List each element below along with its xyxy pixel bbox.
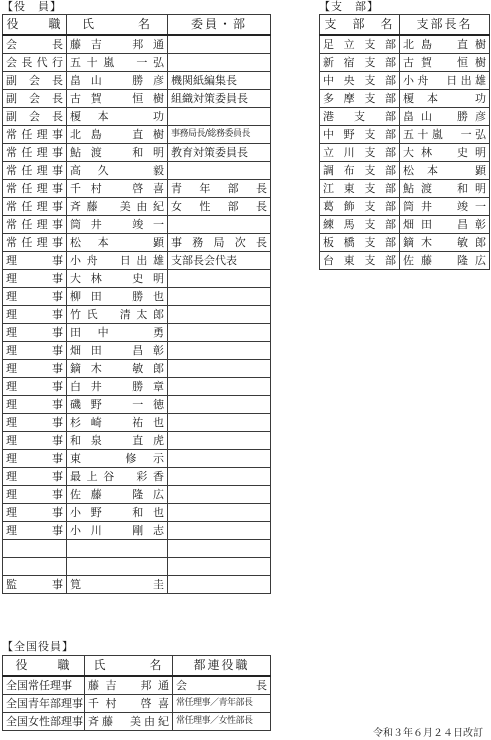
officer-role (168, 324, 271, 342)
officer-position: 副会長 (3, 90, 67, 108)
officer-position: 理事 (3, 450, 67, 468)
branch-name: 板橋支部 (320, 234, 400, 252)
national-row (3, 713, 271, 731)
officers-header-row (3, 15, 271, 36)
officer-position: 理事 (3, 342, 67, 360)
branch-name: 調布支部 (320, 162, 400, 180)
officer-row (3, 216, 271, 234)
officers-header-name: 氏 名 (67, 15, 168, 36)
branch-head-name: 筒井 竣一 (400, 198, 490, 216)
officer-name: 最上谷 彩香 (67, 468, 168, 486)
national-role: 会長 (173, 676, 271, 695)
officer-name: 榎本 功 (67, 108, 168, 126)
officer-role (168, 378, 271, 396)
officer-role (168, 450, 271, 468)
officer-name: 松本 顕 (67, 234, 168, 252)
officer-position: 理事 (3, 378, 67, 396)
officer-name: 鮎渡 和明 (67, 144, 168, 162)
branch-row (320, 72, 490, 90)
officer-name: 畑田 昌彰 (67, 342, 168, 360)
officer-name: 斉藤 美由紀 (67, 198, 168, 216)
branch-row (320, 126, 490, 144)
officer-row (3, 378, 271, 396)
officer-name: 東 修示 (67, 450, 168, 468)
officer-role (168, 522, 271, 540)
branch-head-name: 古賀 恒樹 (400, 54, 490, 72)
officer-row (3, 486, 271, 504)
officer-row (3, 432, 271, 450)
officer-position: 常任理事 (3, 216, 67, 234)
officers-header-role: 委員・部 (168, 15, 271, 36)
national-position: 全国常任理事 (3, 676, 85, 695)
branch-row (320, 54, 490, 72)
officer-role: 青年部長 (168, 180, 271, 198)
branch-name: 練馬支部 (320, 216, 400, 234)
officer-position: 理事 (3, 288, 67, 306)
officer-position: 監事 (3, 576, 67, 594)
officer-row (3, 504, 271, 522)
officer-role (168, 414, 271, 432)
officer-name: 大林 史明 (67, 270, 168, 288)
branch-head-name: 松本 顕 (400, 162, 490, 180)
branch-row (320, 35, 490, 54)
national-position: 全国女性部理事 (3, 713, 85, 731)
officer-name: 佐藤 隆広 (67, 486, 168, 504)
officer-name: 小舟 日出雄 (67, 252, 168, 270)
branch-row (320, 216, 490, 234)
officer-row (3, 396, 271, 414)
national-header-position: 役 職 (3, 656, 85, 677)
officer-row (3, 198, 271, 216)
branches-title: 【支 部】 (319, 0, 379, 13)
officer-role: 事務局次長 (168, 234, 271, 252)
national-role: 常任理事／青年部長 (173, 695, 271, 713)
officer-row (3, 576, 271, 594)
officer-name: 藤吉 邦通 (67, 35, 168, 54)
officer-position (3, 540, 67, 558)
officer-position: 副会長 (3, 72, 67, 90)
officer-position (3, 558, 67, 576)
officer-position: 理事 (3, 324, 67, 342)
officer-row (3, 162, 271, 180)
branch-head-name: 北島 直樹 (400, 35, 490, 54)
branch-head-name: 小舟 日出雄 (400, 72, 490, 90)
branch-name: 新宿支部 (320, 54, 400, 72)
officer-row (3, 522, 271, 540)
officer-role (168, 108, 271, 126)
officer-position: 常任理事 (3, 126, 67, 144)
officer-role: 組織対策委員長 (168, 90, 271, 108)
branch-name: 葛飾支部 (320, 198, 400, 216)
branches-header-branch: 支 部 名 (320, 15, 400, 36)
officer-role (168, 35, 271, 54)
branch-name: 中野支部 (320, 126, 400, 144)
officer-row (3, 288, 271, 306)
officer-name: 五十嵐 一弘 (67, 54, 168, 72)
officer-role (168, 216, 271, 234)
branch-name: 台東支部 (320, 252, 400, 270)
officer-role: 支部長会代表 (168, 252, 271, 270)
officer-name: 杉崎 祐也 (67, 414, 168, 432)
officer-row (3, 540, 271, 558)
officer-position: 理事 (3, 270, 67, 288)
officer-row (3, 270, 271, 288)
officer-position: 理事 (3, 468, 67, 486)
officer-name (67, 540, 168, 558)
officer-role (168, 432, 271, 450)
officer-row (3, 234, 271, 252)
officer-position: 常任理事 (3, 234, 67, 252)
national-row (3, 695, 271, 713)
branches-header-head: 支部長名 (400, 15, 490, 36)
branch-head-name: 畑田 昌彰 (400, 216, 490, 234)
national-body (3, 676, 271, 731)
branch-row (320, 180, 490, 198)
branch-name: 江東支部 (320, 180, 400, 198)
officer-position: 会長代行 (3, 54, 67, 72)
officer-role (168, 288, 271, 306)
officer-name: 古賀 恒樹 (67, 90, 168, 108)
officer-position: 理事 (3, 252, 67, 270)
officers-header-position: 役 職 (3, 15, 67, 36)
officer-name: 小川 剛志 (67, 522, 168, 540)
officer-name: 北島 直樹 (67, 126, 168, 144)
branches-body (320, 35, 490, 270)
national-header-role: 都連役職 (173, 656, 271, 677)
officer-name: 白井 勝章 (67, 378, 168, 396)
officer-role (168, 576, 271, 594)
officer-name: 筧 圭 (67, 576, 168, 594)
officer-row (3, 180, 271, 198)
officer-row (3, 90, 271, 108)
officer-role (168, 342, 271, 360)
officer-name: 柳田 勝也 (67, 288, 168, 306)
branch-head-name: 佐藤 隆広 (400, 252, 490, 270)
national-header-name: 氏 名 (85, 656, 173, 677)
officer-row (3, 72, 271, 90)
officer-position: 理事 (3, 396, 67, 414)
officer-role (168, 270, 271, 288)
officer-role (168, 486, 271, 504)
branch-row (320, 234, 490, 252)
branch-row (320, 252, 490, 270)
branch-row (320, 108, 490, 126)
branch-head-name: 鏑木 敏郎 (400, 234, 490, 252)
officer-role: 教育対策委員長 (168, 144, 271, 162)
branches-header-row (320, 15, 490, 36)
branch-head-name: 大林 史明 (400, 144, 490, 162)
officers-title: 【役 員】 (2, 0, 62, 13)
officer-role: 機関紙編集長 (168, 72, 271, 90)
officers-body (3, 35, 271, 594)
branch-name: 多摩支部 (320, 90, 400, 108)
officer-row (3, 342, 271, 360)
officers-table (2, 14, 271, 594)
branch-name: 立川支部 (320, 144, 400, 162)
officer-name: 千村 啓喜 (67, 180, 168, 198)
revision-note: 令和３年６月２４日改訂 (373, 728, 483, 739)
officer-position: 常任理事 (3, 180, 67, 198)
officer-position: 理事 (3, 432, 67, 450)
branch-name: 港支部 (320, 108, 400, 126)
officer-role (168, 540, 271, 558)
branch-name: 足立支部 (320, 35, 400, 54)
officer-role (168, 54, 271, 72)
national-name: 千村 啓喜 (85, 695, 173, 713)
officer-role: 女性部長 (168, 198, 271, 216)
officer-name: 磯野 一徳 (67, 396, 168, 414)
branch-name: 中央支部 (320, 72, 400, 90)
officer-position: 会長 (3, 35, 67, 54)
national-row (3, 676, 271, 695)
national-name: 藤吉 邦通 (85, 676, 173, 695)
officer-role: 事務局長/総務委員長 (168, 126, 271, 144)
officer-row (3, 324, 271, 342)
officer-role (168, 360, 271, 378)
branch-head-name: 鮎渡 和明 (400, 180, 490, 198)
officer-row (3, 360, 271, 378)
branch-row (320, 162, 490, 180)
officer-row (3, 468, 271, 486)
national-position: 全国青年部理事 (3, 695, 85, 713)
officer-row (3, 126, 271, 144)
officer-position: 副会長 (3, 108, 67, 126)
officer-name: 鏑木 敏郎 (67, 360, 168, 378)
officer-name: 田中 勇 (67, 324, 168, 342)
officer-position: 理事 (3, 486, 67, 504)
officer-position: 常任理事 (3, 198, 67, 216)
officer-name: 筒井 竣一 (67, 216, 168, 234)
officer-role (168, 162, 271, 180)
branch-row (320, 198, 490, 216)
officer-row (3, 35, 271, 54)
officer-name: 小野 和也 (67, 504, 168, 522)
officer-row (3, 450, 271, 468)
officer-role (168, 396, 271, 414)
officer-position: 理事 (3, 504, 67, 522)
officer-row (3, 558, 271, 576)
officer-role (168, 504, 271, 522)
national-header-row (3, 656, 271, 677)
officer-row (3, 414, 271, 432)
officer-position: 常任理事 (3, 162, 67, 180)
branch-head-name: 畠山 勝彦 (400, 108, 490, 126)
officer-role (168, 468, 271, 486)
officer-row (3, 108, 271, 126)
branches-table (319, 14, 490, 270)
officer-position: 理事 (3, 522, 67, 540)
officer-row (3, 54, 271, 72)
national-name: 斉藤 美由紀 (85, 713, 173, 731)
officer-position: 常任理事 (3, 144, 67, 162)
officer-position: 理事 (3, 360, 67, 378)
branch-row (320, 90, 490, 108)
officer-row (3, 252, 271, 270)
officer-name: 畠山 勝彦 (67, 72, 168, 90)
national-table (2, 655, 271, 731)
officer-row (3, 144, 271, 162)
branch-head-name: 五十嵐 一弘 (400, 126, 490, 144)
branch-head-name: 榎本 功 (400, 90, 490, 108)
officer-position: 理事 (3, 306, 67, 324)
officer-name (67, 558, 168, 576)
officer-name: 高久 毅 (67, 162, 168, 180)
officer-row (3, 306, 271, 324)
officer-role (168, 558, 271, 576)
officer-role (168, 306, 271, 324)
national-role: 常任理事／女性部長 (173, 713, 271, 731)
branch-row (320, 144, 490, 162)
officer-position: 理事 (3, 414, 67, 432)
national-title: 【全国役員】 (2, 640, 74, 653)
officer-name: 和泉 直虎 (67, 432, 168, 450)
officer-name: 竹氏 清太郎 (67, 306, 168, 324)
